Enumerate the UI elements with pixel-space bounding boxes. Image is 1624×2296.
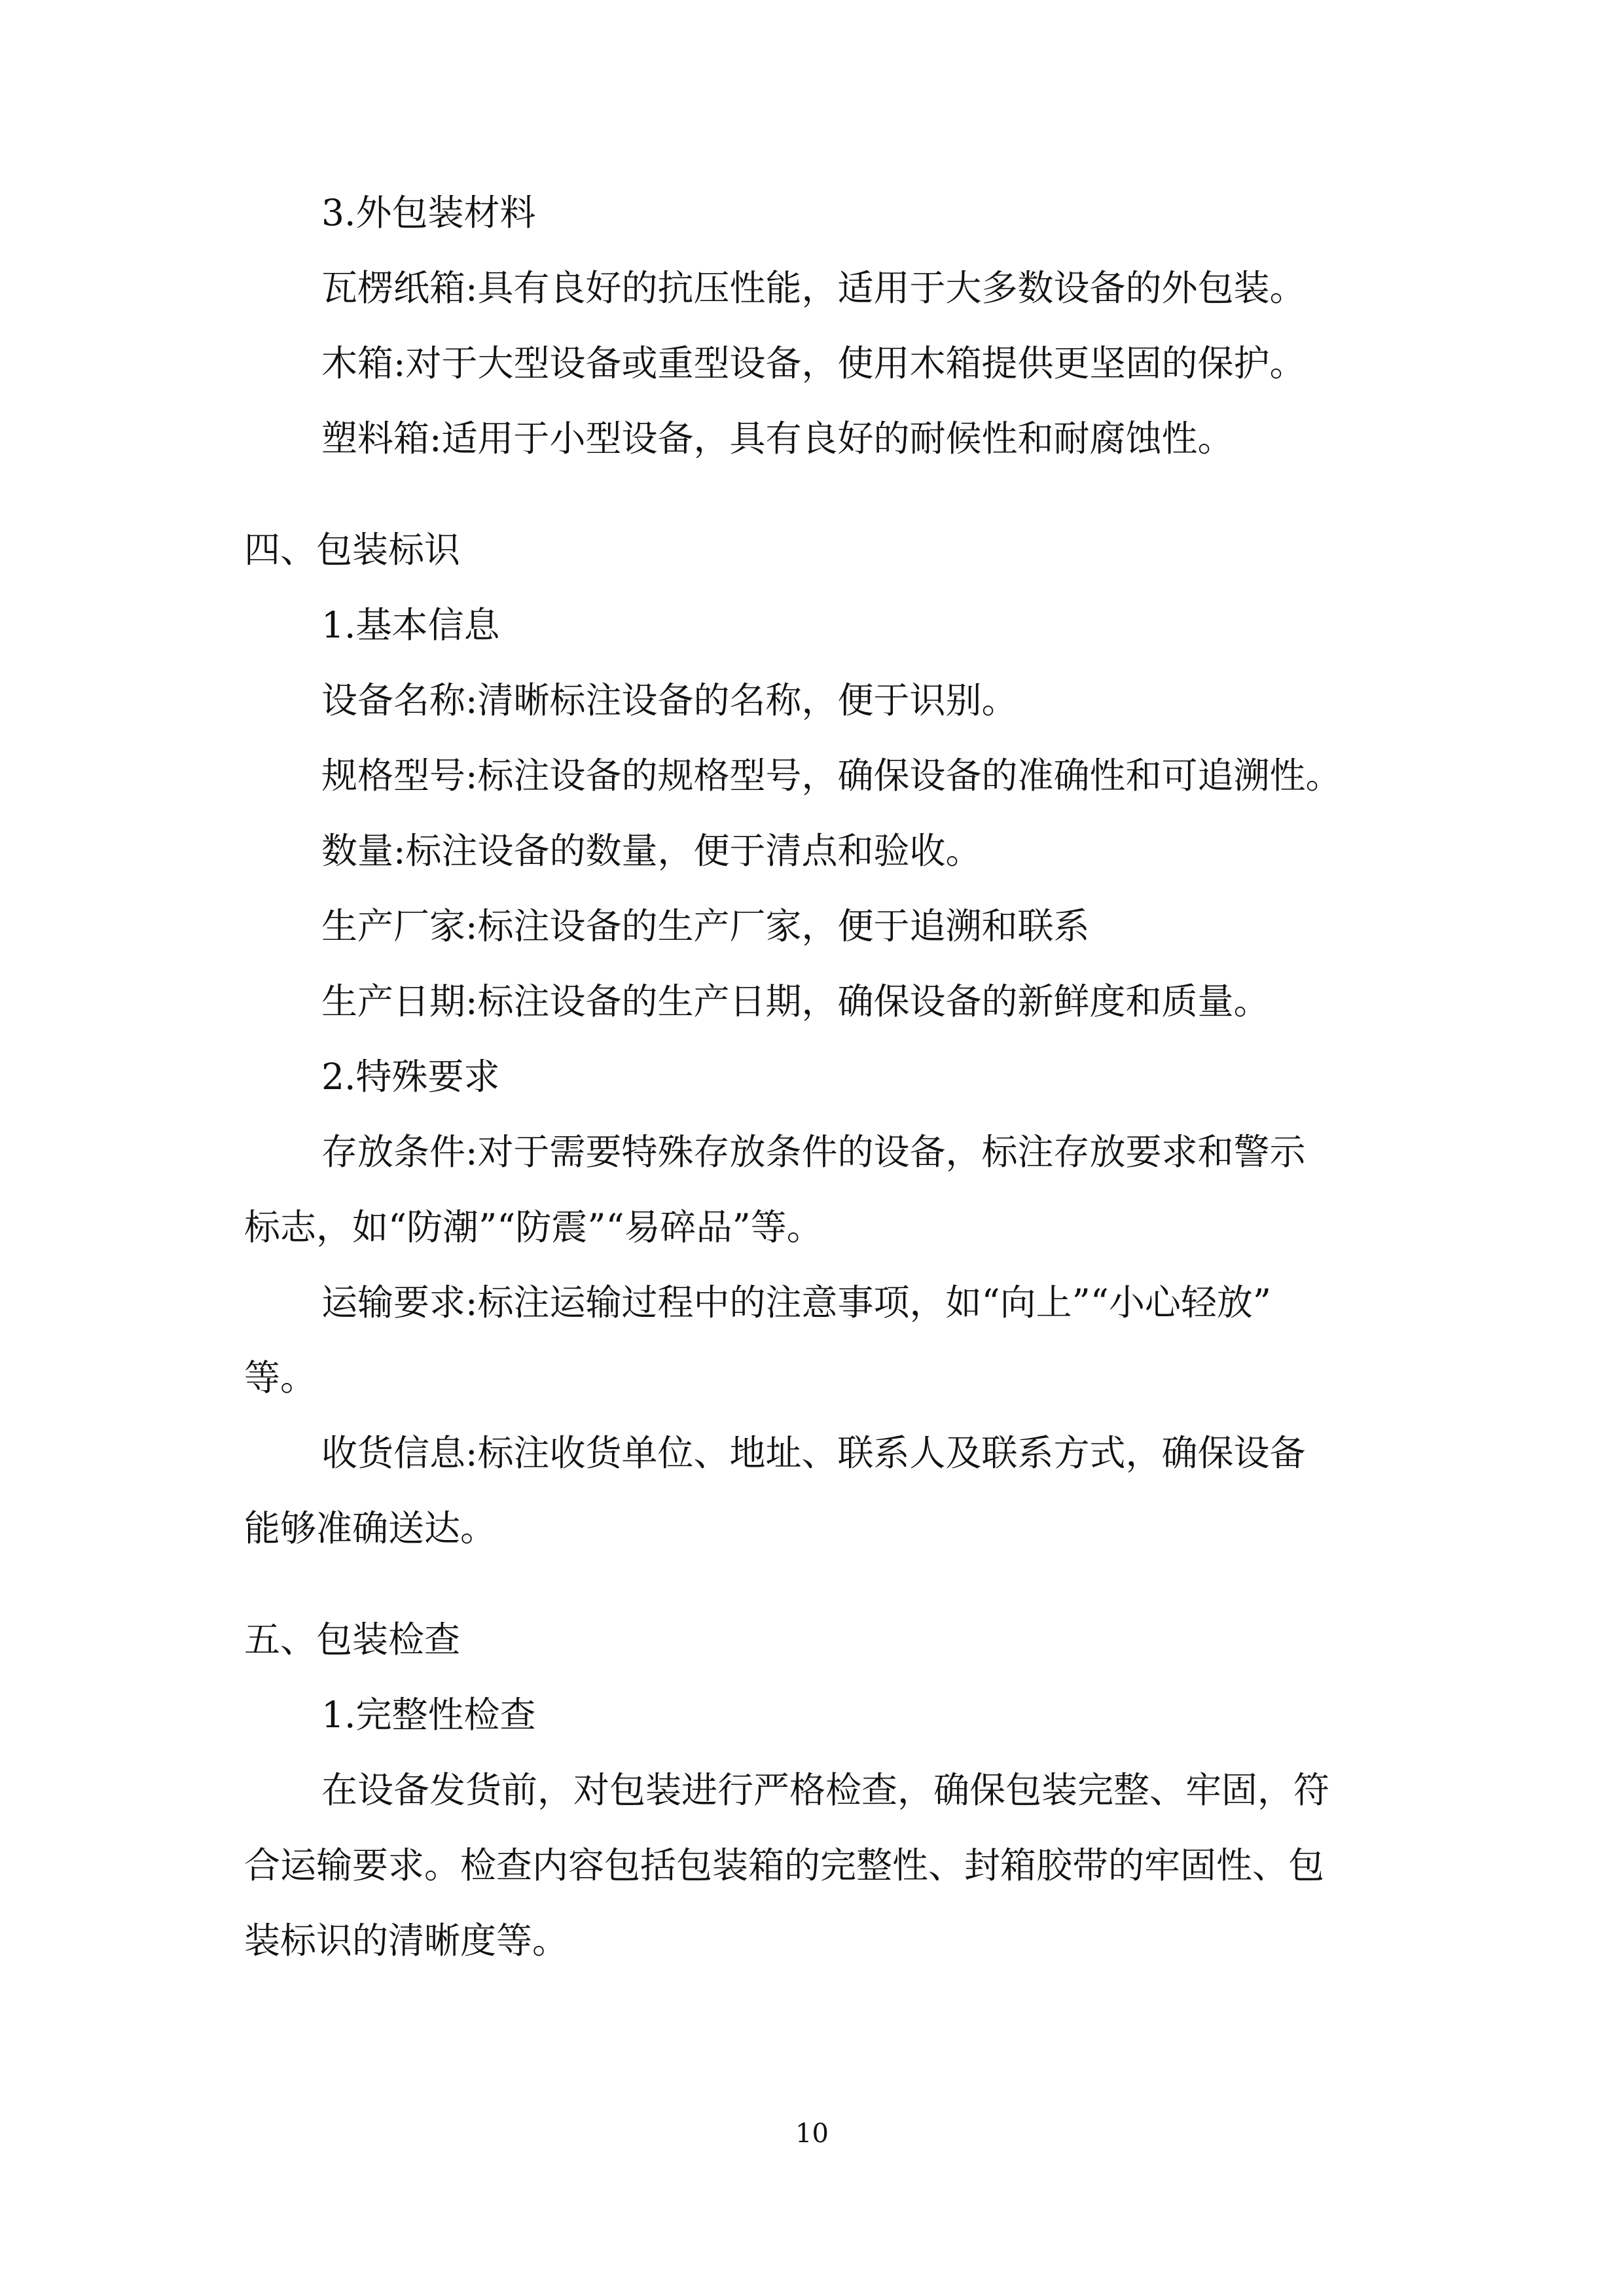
item-production-date: 生产日期:标注设备的生产日期，确保设备的新鲜度和质量。	[321, 980, 1270, 1022]
item-manufacturer: 生产厂家:标注设备的生产厂家，便于追溯和联系	[321, 905, 1090, 947]
subheading-integrity-check: 1.完整性检查	[321, 1694, 536, 1736]
page-body	[244, 193, 1383, 1960]
item-device-name: 设备名称:清晰标注设备的名称，便于识别。	[321, 679, 1018, 721]
transport-requirements-line1: 运输要求:标注运输过程中的注意事项，如“向上”“小心轻放”	[321, 1282, 1272, 1323]
storage-conditions-line2: 标志，如“防潮”“防震”“易碎品”等。	[244, 1206, 823, 1248]
integrity-paragraph-line1: 在设备发货前，对包装进行严格检查，确保包装完整、牢固，符	[321, 1769, 1330, 1811]
section-heading-inspection: 五、包装检查	[244, 1619, 461, 1660]
subheading-basic-info: 1.基本信息	[321, 604, 500, 646]
item-quantity: 数量:标注设备的数量，便于清点和验收。	[321, 830, 982, 872]
receiving-info-line1: 收货信息:标注收货单位、地址、联系人及联系方式，确保设备	[321, 1432, 1306, 1474]
subheading-outer-packaging: 3.外包装材料	[321, 192, 536, 234]
section-heading-labeling: 四、包装标识	[244, 529, 461, 571]
receiving-info-line2: 能够准确送达。	[244, 1507, 497, 1549]
item-wooden-box: 木箱:对于大型设备或重型设备，使用木箱提供更坚固的保护。	[321, 342, 1306, 384]
integrity-paragraph-line2: 合运输要求。检查内容包括包装箱的完整性、封箱胶带的牢固性、包	[244, 1844, 1325, 1886]
subheading-special-requirements: 2.特殊要求	[321, 1056, 500, 1098]
item-plastic-box: 塑料箱:适用于小型设备，具有良好的耐候性和耐腐蚀性。	[321, 418, 1234, 459]
item-corrugated-box: 瓦楞纸箱:具有良好的抗压性能，适用于大多数设备的外包装。	[321, 267, 1306, 309]
transport-requirements-line2: 等。	[244, 1357, 317, 1399]
integrity-paragraph-line3: 装标识的清晰度等。	[244, 1920, 569, 1962]
page-number: 10	[795, 2119, 829, 2149]
item-model: 规格型号:标注设备的规格型号，确保设备的准确性和可追溯性。	[321, 755, 1342, 797]
storage-conditions-line1: 存放条件:对于需要特殊存放条件的设备，标注存放要求和警示	[321, 1131, 1306, 1173]
